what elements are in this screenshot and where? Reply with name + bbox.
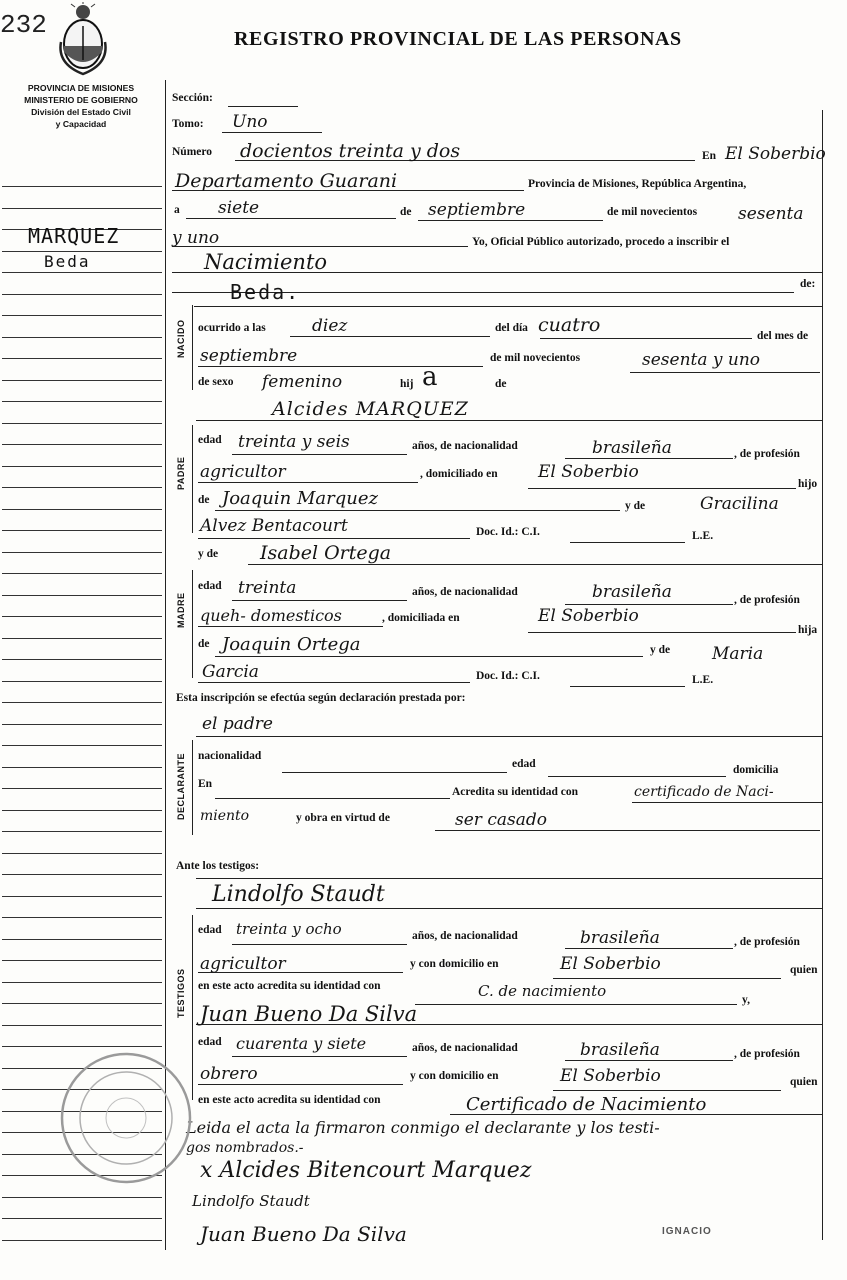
value-sexo: femenino	[262, 372, 343, 392]
line-decl-nac	[282, 772, 507, 773]
label-ante-testigos: Ante los testigos:	[176, 860, 260, 872]
line-abuelo-pat	[215, 510, 620, 511]
label-t1-acto: en este acto acredita su identidad con	[198, 980, 381, 992]
value-testigo1-identidad: C. de nacimiento	[478, 982, 607, 1000]
label-padre-edad: edad	[198, 434, 222, 446]
right-border	[822, 110, 823, 1240]
value-localidad: El Soberbio	[725, 144, 826, 164]
margin-rule	[2, 1197, 162, 1198]
issuer-ministry: MINISTERIO DE GOBIERNO	[24, 95, 138, 105]
value-testigo2-nombre: Juan Bueno Da Silva	[200, 1002, 418, 1026]
value-abuela-paterna-2: Alvez Bentacourt	[200, 516, 348, 536]
label-tomo: Tomo:	[172, 118, 204, 130]
value-certificado-2: miento	[200, 808, 250, 824]
label-madre-doc: Doc. Id.: C.I.	[476, 670, 540, 682]
margin-rule	[2, 401, 162, 402]
margin-rule	[2, 982, 162, 983]
document-title: REGISTRO PROVINCIAL DE LAS PERSONAS	[234, 28, 682, 50]
label-padre-hijo: hijo	[798, 478, 818, 490]
value-testigo2-profesion: obrero	[200, 1064, 258, 1084]
value-testigo2-nacionalidad: brasileña	[580, 1040, 660, 1060]
line-dia-nac	[540, 338, 752, 339]
value-anio-nacimiento: sesenta y uno	[642, 350, 761, 370]
margin-rule	[2, 294, 162, 295]
closing-line-2: gos nombrados.-	[186, 1140, 304, 1156]
value-acto: Nacimiento	[204, 250, 328, 274]
value-tomo: Uno	[232, 112, 268, 132]
official-seal-icon	[58, 1050, 194, 1186]
margin-rule	[2, 960, 162, 961]
label-t2-domicilio: y con domicilio en	[410, 1070, 499, 1082]
label-madre-y-de: y de	[198, 548, 219, 560]
value-padre-nombre: Alcides MARQUEZ	[272, 398, 469, 420]
value-numero: docientos treinta y dos	[240, 140, 461, 162]
label-mil-nacimiento: de mil novecientos	[490, 352, 581, 364]
line-t1-nombre	[196, 908, 822, 909]
value-hora: diez	[312, 316, 348, 336]
margin-rule	[2, 1025, 162, 1026]
margin-given-name: Beda	[44, 252, 91, 271]
value-madre-profesion: queh- domesticos	[200, 606, 342, 625]
margin-rule	[2, 659, 162, 660]
value-madre-nombre: Isabel Ortega	[260, 542, 392, 564]
label-provincia: Provincia de Misiones, República Argentina,	[528, 178, 747, 190]
margin-rule	[2, 509, 162, 510]
line-t2-nac	[565, 1060, 733, 1061]
margin-rule	[2, 724, 162, 725]
label-madre-hija: hija	[798, 624, 818, 636]
closing-line-1: Leida el acta la firmaron conmigo el declarante y los testi-	[186, 1118, 660, 1137]
label-de-mes: de	[400, 206, 412, 218]
signature-testigo1: Lindolfo Staudt	[192, 1192, 310, 1210]
label-mil-novecientos: de mil novecientos	[607, 206, 698, 218]
label-padre-de: de	[198, 494, 210, 506]
label-padre-profesion: , de profesión	[734, 448, 800, 460]
value-padre-profesion: agricultor	[200, 462, 286, 482]
section-nacido-bar	[192, 305, 193, 390]
value-testigo1-domicilio: El Soberbio	[560, 954, 661, 974]
label-madre-le: L.E.	[692, 674, 714, 686]
value-padre-domicilio: El Soberbio	[538, 462, 639, 482]
margin-rule	[2, 788, 162, 789]
line-abuelo-mat	[215, 656, 643, 657]
label-madre-y-de-2: y de	[650, 644, 671, 656]
margin-rule	[2, 380, 162, 381]
margin-rule	[2, 939, 162, 940]
margin-rule	[2, 573, 162, 574]
value-padre-nacionalidad: brasileña	[592, 438, 672, 458]
line-t2-prof	[198, 1084, 403, 1085]
label-decl-obra: y obra en virtud de	[296, 812, 390, 824]
issuer-block	[0, 82, 162, 130]
label-madre-nacionalidad: años, de nacionalidad	[412, 586, 518, 598]
line-padre-nombre	[196, 420, 822, 421]
issuer-capacity: y Capacidad	[55, 119, 107, 129]
label-decl-acredita: Acredita su identidad con	[452, 786, 578, 798]
label-t1-quien: quien	[790, 964, 818, 976]
label-madre-edad: edad	[198, 580, 222, 592]
margin-rule	[2, 466, 162, 467]
line-declarante	[196, 736, 822, 737]
label-decl-nacionalidad: nacionalidad	[198, 750, 262, 762]
margin-rule	[2, 358, 162, 359]
label-sexo: de sexo	[198, 376, 234, 388]
line-hora	[290, 336, 490, 337]
line-padre-nac	[565, 458, 733, 459]
label-t2-nacionalidad: años, de nacionalidad	[412, 1042, 518, 1054]
section-declarante: DECLARANTE	[176, 753, 186, 820]
label-t2-acto: en este acto acredita su identidad con	[198, 1094, 381, 1106]
value-dia-inscripcion: siete	[218, 198, 260, 218]
label-t2-quien: quien	[790, 1076, 818, 1088]
line-madre-prof	[198, 626, 383, 627]
line-madre-edad	[232, 600, 407, 601]
value-testigo1-profesion: agricultor	[200, 954, 286, 974]
label-t1-nacionalidad: años, de nacionalidad	[412, 930, 518, 942]
label-ocurrido: ocurrido a las	[198, 322, 266, 334]
value-testigo2-domicilio: El Soberbio	[560, 1066, 661, 1086]
value-mes-nacimiento: septiembre	[200, 346, 298, 366]
margin-rule	[2, 423, 162, 424]
line-t1-id	[415, 1004, 737, 1005]
section-declarante-bar	[192, 740, 193, 835]
line-t1-dom	[553, 978, 781, 979]
section-testigos: TESTIGOS	[176, 968, 186, 1018]
issuer-division: División del Estado Civil	[31, 107, 131, 117]
label-seccion: Sección:	[172, 92, 213, 104]
value-departamento: Departamento Guarani	[175, 170, 398, 192]
label-yo-oficial: Yo, Oficial Público autorizado, procedo a inscribir el	[472, 236, 730, 248]
line-t2-dom	[553, 1090, 781, 1091]
coat-of-arms-icon	[55, 2, 111, 78]
margin-rule	[2, 530, 162, 531]
value-abuela-materna-1: Maria	[712, 644, 764, 664]
value-madre-edad: treinta	[238, 578, 297, 598]
label-padre-le: L.E.	[692, 530, 714, 542]
label-de-acto: de:	[800, 278, 816, 290]
value-anio-2: y uno	[172, 228, 220, 248]
line-t1-edad	[232, 944, 407, 945]
line-padre-ci	[570, 542, 685, 543]
label-decl-domicilia: domicilia	[733, 764, 779, 776]
margin-rule	[2, 315, 162, 316]
value-madre-domicilio: El Soberbio	[538, 606, 639, 626]
label-madre-profesion: , de profesión	[734, 594, 800, 606]
margin-rule	[2, 272, 162, 273]
line-dia	[186, 218, 396, 219]
margin-rule	[2, 681, 162, 682]
value-testigo1-nacionalidad: brasileña	[580, 928, 660, 948]
margin-rule	[2, 1218, 162, 1219]
label-t2-profesion: , de profesión	[734, 1048, 800, 1060]
label-madre-domicilio: , domiciliada en	[382, 612, 460, 624]
label-t1-profesion: , de profesión	[734, 936, 800, 948]
section-madre: MADRE	[176, 592, 186, 628]
issuer-province: PROVINCIA DE MISIONES	[27, 83, 135, 93]
label-del-mes: del mes de	[757, 330, 809, 342]
signature-testigo2: Juan Bueno Da Silva	[200, 1222, 407, 1246]
label-a: a	[174, 204, 180, 216]
margin-rule	[2, 874, 162, 875]
margin-rule	[2, 208, 162, 209]
line-mes-nac	[198, 366, 483, 367]
margin-rule	[2, 810, 162, 811]
line-padre-prof	[198, 482, 418, 483]
line-madre-ci	[570, 686, 685, 687]
margin-rule	[2, 595, 162, 596]
line-decl-edad	[548, 776, 726, 777]
value-declarante: el padre	[202, 714, 273, 734]
label-inscripcion: Esta inscripción se efectúa según declaración prestada por:	[176, 692, 466, 704]
line-padre-dom	[528, 488, 796, 489]
label-padre-doc: Doc. Id.: C.I.	[476, 526, 540, 538]
label-de-padre: de	[495, 378, 507, 390]
label-hij: hij	[400, 378, 414, 390]
value-madre-nacionalidad: brasileña	[592, 582, 672, 602]
margin-rule	[2, 186, 162, 187]
margin-rule	[2, 831, 162, 832]
label-padre-nacionalidad: años, de nacionalidad	[412, 440, 518, 452]
margin-rule	[2, 638, 162, 639]
section-padre: PADRE	[176, 456, 186, 490]
line-abuela-mat	[198, 682, 470, 683]
value-testigo2-edad: cuarenta y siete	[236, 1034, 367, 1053]
margin-rule	[2, 552, 162, 553]
officer-stamp: IGNACIO	[662, 1226, 712, 1237]
value-testigo1-edad: treinta y ocho	[236, 920, 342, 938]
section-nacido: NACIDO	[176, 319, 186, 358]
label-t1-domicilio: y con domicilio en	[410, 958, 499, 970]
value-mes-inscripcion: septiembre	[428, 200, 526, 220]
line-tomo	[222, 132, 322, 133]
line-t1-nac	[565, 948, 733, 949]
value-hija-suffix: a	[422, 362, 438, 392]
page-number: 232	[0, 10, 47, 40]
margin-rule	[2, 444, 162, 445]
value-anio-1: sesenta	[738, 204, 804, 224]
value-abuelo-paterno: Joaquin Marquez	[222, 488, 378, 509]
margin-rule	[2, 702, 162, 703]
line-madre-nombre	[248, 564, 822, 565]
margin-rule	[2, 896, 162, 897]
margin-rule	[2, 767, 162, 768]
line-anio-nac	[630, 372, 820, 373]
label-padre-y-de: y de	[625, 500, 646, 512]
margin-rule	[2, 337, 162, 338]
signature-declarante: x Alcides Bitencourt Marquez	[200, 1158, 532, 1183]
line-decl-en	[215, 798, 450, 799]
line-t2-edad	[232, 1056, 407, 1057]
label-numero: Número	[172, 146, 213, 158]
line-decl-obra	[435, 830, 820, 831]
line-nombre	[194, 306, 822, 307]
line-testigos-top	[196, 878, 822, 879]
margin-rule	[2, 1003, 162, 1004]
margin-rule	[2, 616, 162, 617]
line-mes	[418, 220, 603, 221]
value-padre-edad: treinta y seis	[238, 432, 350, 452]
margin-surname: MARQUEZ	[28, 224, 120, 248]
section-padre-bar	[192, 425, 193, 533]
label-del-dia: del día	[495, 322, 528, 334]
margin-rule	[2, 745, 162, 746]
label-madre-de: de	[198, 638, 210, 650]
line-abuela-pat	[198, 538, 470, 539]
value-abuelo-materno: Joaquin Ortega	[222, 634, 361, 655]
line-decl-cert	[632, 802, 822, 803]
value-testigo1-nombre: Lindolfo Staudt	[212, 882, 385, 907]
value-obra-virtud: ser casado	[455, 810, 547, 830]
line-seccion	[228, 106, 298, 107]
line-madre-dom	[528, 632, 796, 633]
label-t1-y: y,	[742, 994, 750, 1006]
label-decl-edad: edad	[512, 758, 536, 770]
margin-rule	[2, 917, 162, 918]
line-padre-edad	[232, 454, 407, 455]
value-abuela-paterna-1: Gracilina	[700, 494, 779, 514]
margin-rule	[2, 487, 162, 488]
value-nombre-nacido: Beda.	[230, 280, 301, 304]
value-abuela-materna-2: Garcia	[202, 662, 259, 682]
line-madre-nac	[565, 604, 733, 605]
margin-rule	[2, 1240, 162, 1241]
label-t2-edad: edad	[198, 1036, 222, 1048]
margin-rule	[2, 853, 162, 854]
value-dia-nacimiento: cuatro	[538, 314, 601, 336]
label-padre-domicilio: , domiciliado en	[420, 468, 498, 480]
value-testigo2-identidad: Certificado de Nacimiento	[466, 1094, 707, 1115]
label-decl-en: En	[198, 778, 213, 790]
value-certificado-1: certificado de Naci-	[634, 784, 774, 800]
label-en: En	[702, 150, 717, 162]
label-t1-edad: edad	[198, 924, 222, 936]
margin-rule	[2, 1046, 162, 1047]
section-madre-bar	[192, 570, 193, 678]
